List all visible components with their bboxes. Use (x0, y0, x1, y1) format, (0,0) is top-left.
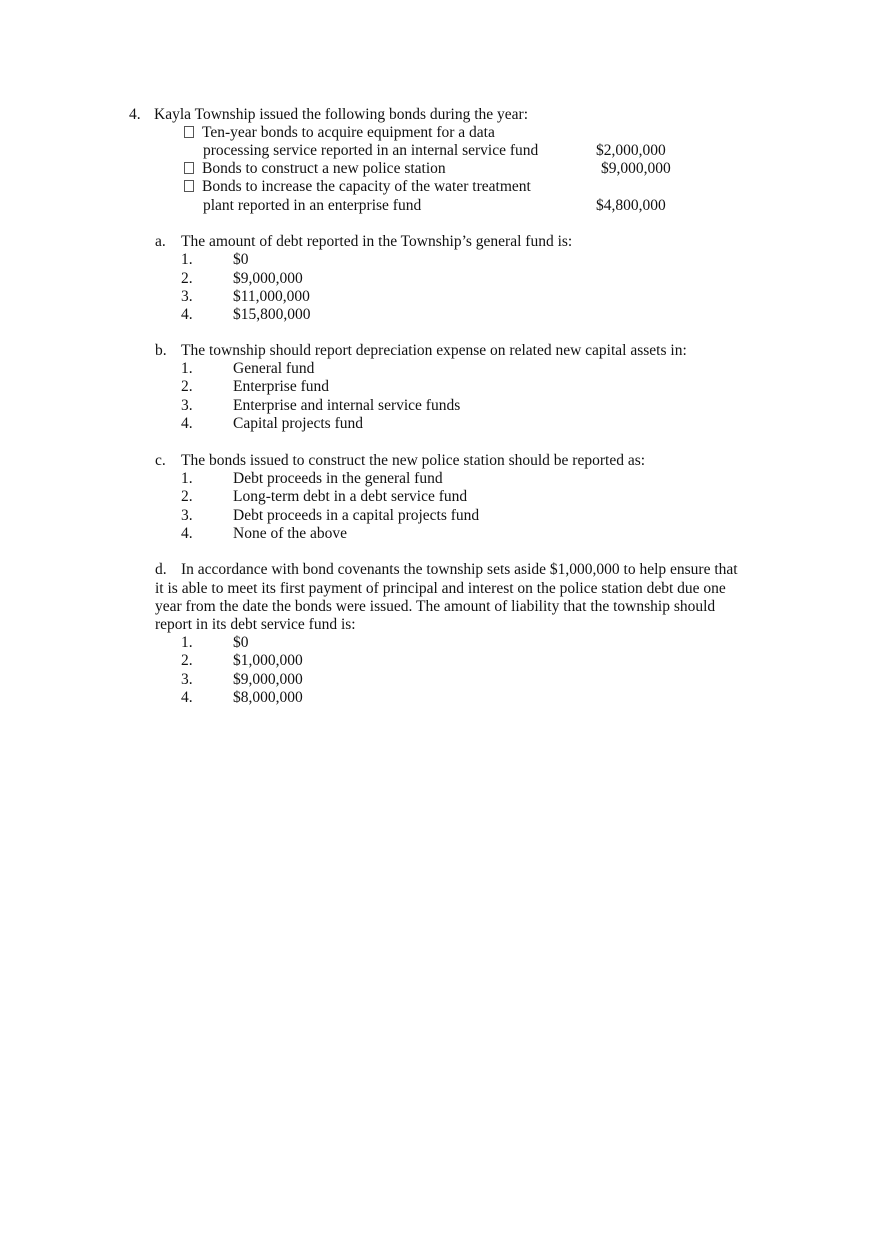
option-number: 2. (181, 270, 193, 287)
bond-text-continued: processing service reported in an internal service fund (203, 142, 539, 159)
option-number: 4. (181, 525, 193, 542)
part-question-continued: it is able to meet its first payment of principal and interest on the police station debt due one (155, 580, 726, 597)
bond-item (184, 160, 446, 178)
part-question: The amount of debt reported in the Township’s general fund is: (181, 233, 573, 250)
bullet-box-icon (184, 162, 194, 174)
bond-item (184, 124, 495, 142)
option-text: $11,000,000 (233, 288, 310, 305)
option-number: 2. (181, 378, 193, 395)
option-text: Enterprise fund (233, 378, 329, 395)
question-intro: Kayla Township issued the following bonds during the year: (154, 106, 529, 123)
bond-text-continued: plant reported in an enterprise fund (203, 197, 422, 214)
option-text: Enterprise and internal service funds (233, 397, 461, 414)
option-text: Long-term debt in a debt service fund (233, 488, 468, 505)
part-label: c. (155, 452, 166, 469)
option-number: 3. (181, 288, 193, 305)
part-question: The township should report depreciation expense on related new capital assets in: (181, 342, 687, 359)
part-question-continued: report in its debt service fund is: (155, 616, 356, 633)
option-number: 4. (181, 306, 193, 323)
question-number: 4. (129, 106, 141, 123)
part-label: d. (155, 561, 167, 578)
option-text: $0 (233, 634, 249, 651)
option-text: Debt proceeds in a capital projects fund (233, 507, 480, 524)
option-number: 4. (181, 689, 193, 706)
bond-amount: $4,800,000 (596, 197, 666, 214)
option-text: $9,000,000 (233, 671, 303, 688)
bullet-box-icon (184, 126, 194, 138)
option-number: 1. (181, 634, 193, 651)
option-number: 3. (181, 397, 193, 414)
bond-item (184, 178, 531, 196)
bullet-box-icon (184, 180, 194, 192)
option-text: $15,800,000 (233, 306, 311, 323)
option-text: $1,000,000 (233, 652, 303, 669)
part-question-continued: year from the date the bonds were issued. The amount of liability that the township should (155, 598, 716, 615)
bond-text: Bonds to increase the capacity of the water treatment (202, 178, 531, 195)
part-question: The bonds issued to construct the new police station should be reported as: (181, 452, 646, 469)
part-label: a. (155, 233, 166, 250)
bond-amount: $9,000,000 (601, 160, 671, 177)
option-number: 2. (181, 488, 193, 505)
option-number: 2. (181, 652, 193, 669)
option-text: $9,000,000 (233, 270, 303, 287)
bond-text: Ten-year bonds to acquire equipment for a data (202, 124, 495, 141)
bond-amount: $2,000,000 (596, 142, 666, 159)
bond-text: Bonds to construct a new police station (202, 160, 446, 177)
option-number: 1. (181, 251, 193, 268)
option-number: 4. (181, 415, 193, 432)
option-text: $0 (233, 251, 249, 268)
option-text: None of the above (233, 525, 348, 542)
option-number: 3. (181, 671, 193, 688)
option-text: General fund (233, 360, 315, 377)
option-number: 3. (181, 507, 193, 524)
option-text: Debt proceeds in the general fund (233, 470, 443, 487)
option-number: 1. (181, 470, 193, 487)
option-text: $8,000,000 (233, 689, 303, 706)
option-text: Capital projects fund (233, 415, 363, 432)
option-number: 1. (181, 360, 193, 377)
part-label: b. (155, 342, 167, 359)
part-question: In accordance with bond covenants the township sets aside $1,000,000 to help ensure that (181, 561, 738, 578)
